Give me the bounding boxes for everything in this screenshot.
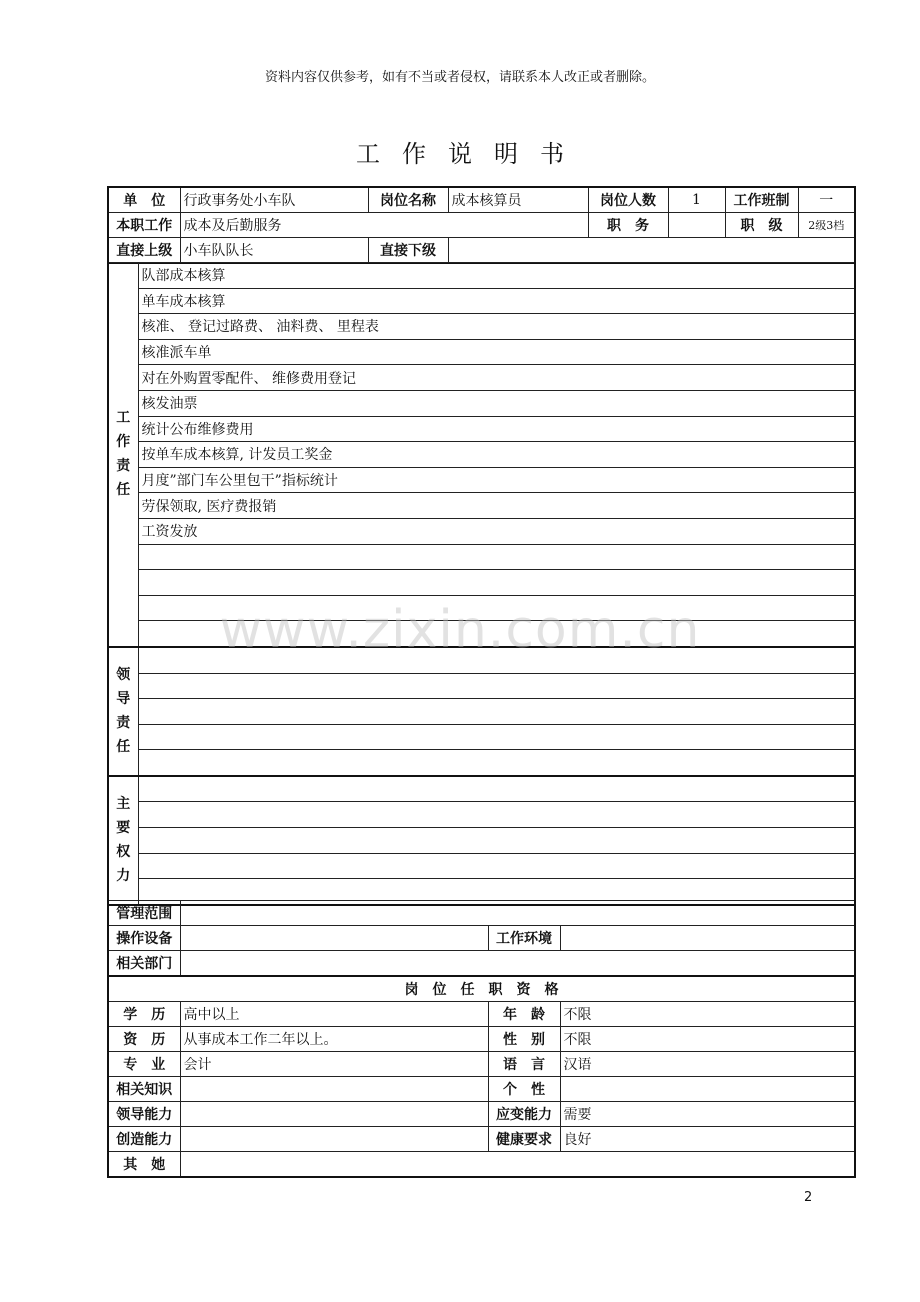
work-duty-label-char: 任 [116, 482, 131, 499]
adapt-label: 应变能力 [488, 1102, 560, 1127]
work-duty-label-char: 工 [116, 410, 131, 427]
other-label: 其 她 [108, 1152, 180, 1178]
work-duty-item: 队部成本核算 [138, 263, 855, 289]
age-label: 年 龄 [488, 1002, 560, 1027]
job-label: 本职工作 [108, 213, 180, 238]
health-label: 健康要求 [488, 1127, 560, 1152]
document-title: 工作说明书 [356, 140, 586, 168]
dept-value [180, 951, 855, 977]
work-duty-item: 按单车成本核算, 计发员工奖金 [138, 442, 855, 468]
leadership-section [108, 647, 855, 776]
power-row [108, 802, 855, 828]
power-row [108, 828, 855, 854]
position-name-value: 成本核算员 [448, 187, 588, 213]
environment-label: 工作环境 [488, 926, 560, 951]
page-number: 2 [804, 1190, 813, 1205]
equipment-label: 操作设备 [108, 926, 180, 951]
major-label: 专 业 [108, 1052, 180, 1077]
power-item [138, 828, 855, 854]
power-section [108, 776, 855, 905]
work-duty-row [108, 314, 855, 340]
power-item [138, 853, 855, 879]
dept-label: 相关部门 [108, 951, 180, 977]
work-duty-label-char: 责 [116, 458, 131, 475]
header-table [107, 186, 856, 264]
power-label-char: 要 [116, 820, 131, 837]
superior-label: 直接上级 [108, 238, 180, 264]
job-value: 成本及后勤服务 [180, 213, 588, 238]
responsibility-table [107, 262, 856, 906]
create-label: 创造能力 [108, 1127, 180, 1152]
gender-value: 不限 [560, 1027, 855, 1052]
duty-label: 职 务 [588, 213, 668, 238]
leadership-item [138, 724, 855, 750]
unit-label: 单 位 [108, 187, 180, 213]
superior-value: 小车队队长 [180, 238, 368, 264]
work-duty-row [108, 467, 855, 493]
lang-value: 汉语 [560, 1052, 855, 1077]
work-duty-label-char: 作 [116, 434, 131, 451]
watermark-text: www.zixin.com.cn [219, 600, 701, 660]
power-row [108, 776, 855, 802]
work-duty-row [108, 263, 855, 289]
personality-label: 个 性 [488, 1077, 560, 1102]
work-duty-item: 工资发放 [138, 518, 855, 544]
work-duty-item: 核发油票 [138, 390, 855, 416]
adapt-value: 需要 [560, 1102, 855, 1127]
work-duty-row [108, 365, 855, 391]
other-value [180, 1152, 855, 1178]
shift-value: 一 [798, 187, 855, 213]
work-duty-item: 统计公布维修费用 [138, 416, 855, 442]
power-label-char: 权 [116, 844, 131, 861]
lead-ability-label: 领导能力 [108, 1102, 180, 1127]
position-name-label: 岗位名称 [368, 187, 448, 213]
work-duty-row [108, 570, 855, 596]
major-value: 会计 [180, 1052, 488, 1077]
lead-ability-value [180, 1102, 488, 1127]
work-duty-item [138, 570, 855, 596]
work-duty-row [108, 518, 855, 544]
leadership-label-char: 责 [116, 715, 131, 732]
leadership-item [138, 750, 855, 776]
qualification-title: 岗 位 任 职 资 格 [108, 976, 855, 1002]
work-duty-item: 劳保领取, 医疗费报销 [138, 493, 855, 519]
duty-value [668, 213, 725, 238]
work-duty-row [108, 544, 855, 570]
work-duty-row [108, 416, 855, 442]
shift-label: 工作班制 [725, 187, 798, 213]
age-value: 不限 [560, 1002, 855, 1027]
edu-label: 学 历 [108, 1002, 180, 1027]
work-duties-section [108, 263, 855, 647]
headcount-label: 岗位人数 [588, 187, 668, 213]
unit-value: 行政事务处小车队 [180, 187, 368, 213]
work-duty-item: 核准派车单 [138, 339, 855, 365]
leadership-label-char: 导 [116, 691, 131, 708]
power-label-char: 力 [116, 868, 131, 885]
gender-label: 性 别 [488, 1027, 560, 1052]
work-duty-row [108, 442, 855, 468]
scope-label: 管理范围 [108, 901, 180, 926]
work-duty-item [138, 544, 855, 570]
work-duty-row [108, 493, 855, 519]
exp-label: 资 历 [108, 1027, 180, 1052]
leadership-row [108, 699, 855, 725]
environment-value [560, 926, 855, 951]
health-value: 良好 [560, 1127, 855, 1152]
work-duty-row [108, 339, 855, 365]
power-item [138, 802, 855, 828]
scope-value [180, 901, 855, 926]
leadership-row [108, 724, 855, 750]
equipment-value [180, 926, 488, 951]
leadership-row [108, 750, 855, 776]
personality-value [560, 1077, 855, 1102]
leadership-label-char: 领 [116, 667, 131, 684]
headcount-value: 1 [668, 187, 725, 213]
knowledge-label: 相关知识 [108, 1077, 180, 1102]
power-row [108, 853, 855, 879]
work-duty-label [108, 263, 138, 647]
power-label [108, 776, 138, 905]
grade-value: 2级3档 [798, 213, 855, 238]
work-duty-item: 月度”部门车公里包干”指标统计 [138, 467, 855, 493]
leadership-row [108, 673, 855, 699]
subordinate-label: 直接下级 [368, 238, 448, 264]
grade-label: 职 级 [725, 213, 798, 238]
leadership-item [138, 699, 855, 725]
lang-label: 语 言 [488, 1052, 560, 1077]
edu-value: 高中以上 [180, 1002, 488, 1027]
leadership-label-char: 任 [116, 739, 131, 756]
work-duty-item: 核准、 登记过路费、 油料费、 里程表 [138, 314, 855, 340]
work-duty-row [108, 288, 855, 314]
qualification-table [107, 900, 856, 1178]
work-duty-item: 单车成本核算 [138, 288, 855, 314]
subordinate-value [448, 238, 855, 264]
work-duty-row [108, 390, 855, 416]
knowledge-value [180, 1077, 488, 1102]
leadership-label [108, 647, 138, 776]
exp-value: 从事成本工作二年以上。 [180, 1027, 488, 1052]
leadership-item [138, 673, 855, 699]
create-value [180, 1127, 488, 1152]
power-item [138, 776, 855, 802]
work-duty-item: 对在外购置零配件、 维修费用登记 [138, 365, 855, 391]
disclaimer-text: 资料内容仅供参考，如有不当或者侵权，请联系本人改正或者删除。 [264, 70, 655, 85]
power-label-char: 主 [116, 796, 131, 813]
